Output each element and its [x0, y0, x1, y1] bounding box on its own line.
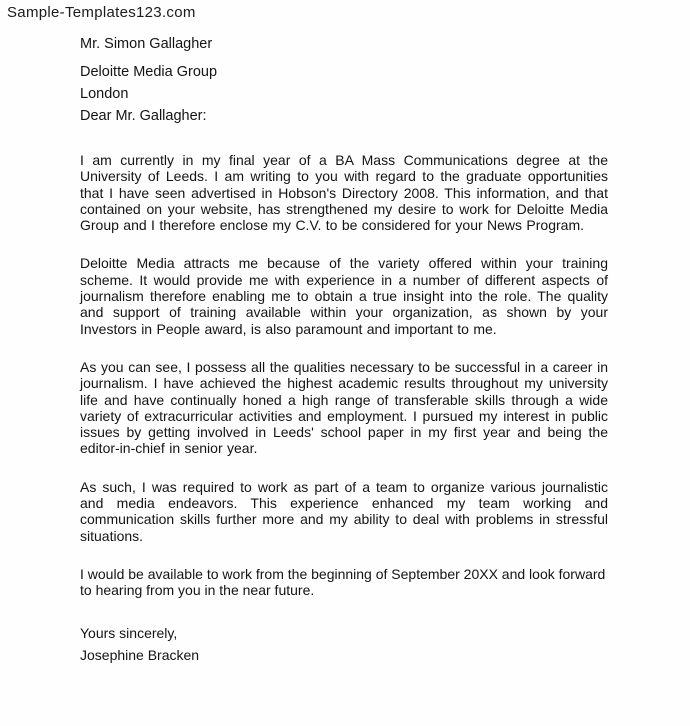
paragraph-teamwork: As such, I was required to work as part of a team to organize various journalistic and media endeavors. This experience enhanced my team working and communication skills further more and my ability to deal with problems in stressful situations. [80, 478, 608, 544]
cover-letter-body [80, 37, 608, 663]
paragraph-motivation: Deloitte Media attracts me because of the variety offered within your training scheme. It would provide me with experience in a number of different aspects of journalism therefore enabling me to obtain a true insight into the role. The quality and support of training available within your organization, as shown by your Investors in People award, is also paramount and important to me. [80, 255, 608, 337]
valediction: Yours sincerely, [80, 624, 178, 641]
paragraph-qualifications: As you can see, I possess all the qualities necessary to be successful in a career in journalism. I have achieved the highest academic results throughout my university life and have continually honed a high range of transferable skills through a wide variety of extracurricular activities and employment. I pursued my interest in public issues by getting involved in Leeds' school paper in my first year and being the editor-in-chief in senior year. [80, 358, 608, 457]
salutation: Dear Mr. Gallagher: [80, 108, 207, 124]
recipient-city: London [80, 86, 129, 102]
site-watermark: Sample-Templates123.com [7, 4, 196, 21]
signature-name: Josephine Bracken [80, 646, 200, 663]
recipient-name: Mr. Simon Gallagher [80, 36, 213, 52]
recipient-company: Deloitte Media Group [80, 64, 218, 80]
paragraph-introduction: I am currently in my final year of a BA Mass Communications degree at the University of Leeds. I am writing to you with regard to the graduate opportunities that I have seen advertised in Hobson's Directory 2008. This information, and that contained on your website, has strengthened my desire to work for Deloitte Media Group and I therefore enclose my C.V. to be considered for your News Program. [80, 152, 608, 234]
paragraph-availability: I would be available to work from the beginning of September 20XX and look forward to hearing from you in the near future. [80, 565, 606, 599]
closing-block [80, 626, 608, 663]
